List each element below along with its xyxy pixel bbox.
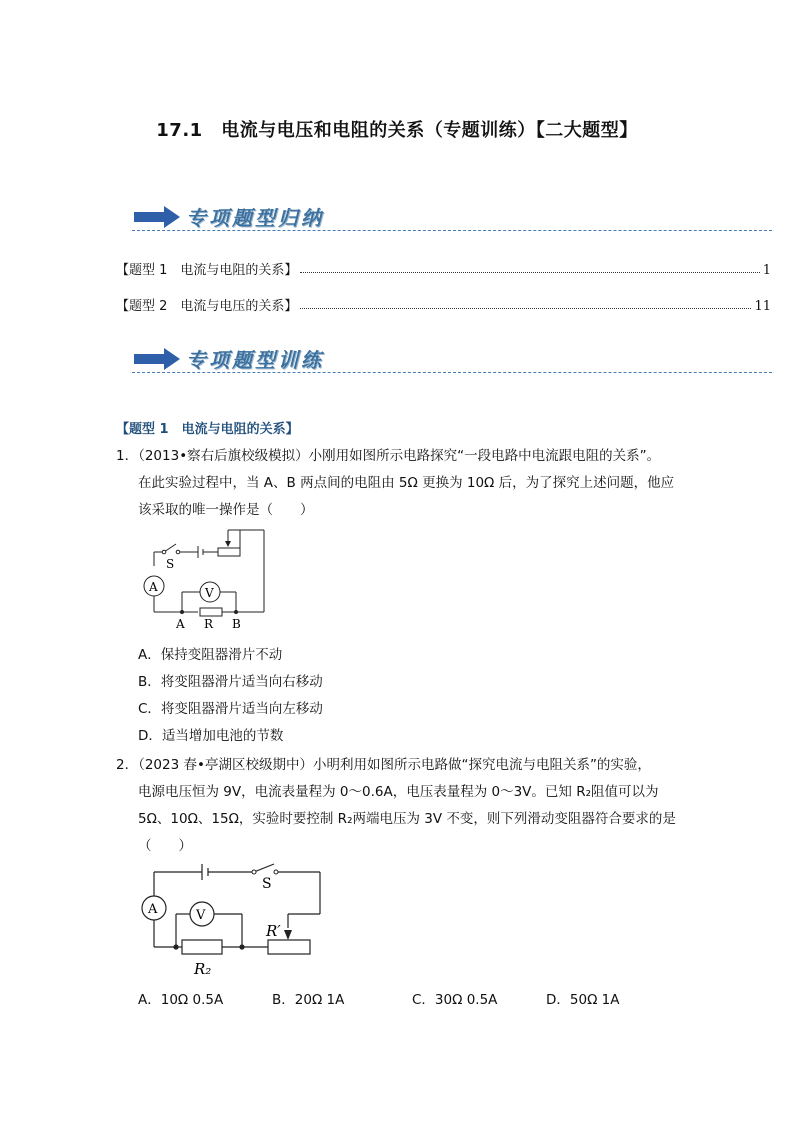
ammeter-label: A: [148, 902, 158, 917]
dashed-divider: [132, 230, 772, 231]
dashed-divider: [132, 372, 772, 373]
toc-leader-dots: [300, 272, 759, 273]
resistor-r2-label: R₂: [194, 960, 212, 978]
ammeter-label: A: [149, 580, 158, 594]
switch-label: S: [262, 876, 272, 892]
rheostat-label: R′: [266, 922, 281, 940]
toc-item[interactable]: [116, 258, 771, 278]
toc-label: 【题型 2 电流与电压的关系】: [116, 299, 298, 314]
toc-item[interactable]: [116, 294, 771, 314]
question-1-line: 该采取的唯一操作是（ ）: [138, 502, 314, 518]
section-banner-summary: [132, 202, 772, 236]
option-b[interactable]: B．将变阻器滑片适当向右移动: [138, 674, 323, 690]
voltmeter-label: V: [205, 586, 214, 600]
option-d[interactable]: D．适当增加电池的节数: [138, 728, 284, 744]
question-2-line: 5Ω、10Ω、15Ω，实验时要控制 R₂两端电压为 3V 不变，则下列滑动变阻器符合要求的是: [138, 811, 676, 827]
resistor-label: R: [204, 617, 214, 631]
question-2-line: （ ）: [138, 838, 192, 854]
section-banner-training: [132, 344, 772, 378]
circuit-diagram-1: [136, 526, 276, 634]
banner-title: 专项题型训练: [186, 348, 324, 372]
toc-page-number: 1: [762, 263, 771, 278]
page-title: 17.1 电流与电压和电阻的关系（专题训练）【二大题型】: [156, 120, 638, 141]
option-c[interactable]: C．30Ω 0.5A: [412, 992, 498, 1008]
point-b-label: B: [232, 617, 241, 631]
toc-page-number: 11: [754, 299, 771, 314]
option-a[interactable]: A．保持变阻器滑片不动: [138, 647, 283, 663]
question-2-line: 电源电压恒为 9V，电流表量程为 0～0.6A，电压表量程为 0～3V。已知 R₂阻值可以为: [138, 784, 659, 800]
question-1-line: 1．（2013•察右后旗校级模拟）小刚用如图所示电路探究“一段电路中电流跟电阻的关系”。: [116, 448, 661, 464]
svg-text:S: S: [166, 557, 175, 571]
option-b[interactable]: B．20Ω 1A: [272, 992, 345, 1008]
option-d[interactable]: D．50Ω 1A: [546, 992, 620, 1008]
switch-label: [166, 557, 174, 571]
option-c[interactable]: C．将变阻器滑片适当向左移动: [138, 701, 323, 717]
arrow-right-icon: [134, 348, 180, 370]
option-a[interactable]: A．10Ω 0.5A: [138, 992, 224, 1008]
question-2-line: 2．（2023 春•亭湖区校级期中）小明利用如图所示电路做“探究电流与电阻关系”的实验，: [116, 757, 651, 773]
section-heading: 【题型 1 电流与电阻的关系】: [116, 422, 299, 437]
circuit-diagram-2: [130, 858, 330, 980]
arrow-right-icon: [134, 206, 180, 228]
toc-label: 【题型 1 电流与电阻的关系】: [116, 263, 298, 278]
banner-title: 专项题型归纳: [186, 206, 324, 230]
toc-leader-dots: [300, 308, 751, 309]
voltmeter-label: V: [196, 908, 206, 923]
question-1-line: 在此实验过程中，当 A、B 两点间的电阻由 5Ω 更换为 10Ω 后，为了探究上述问题，他应: [138, 475, 675, 491]
point-a-label: A: [176, 617, 185, 631]
